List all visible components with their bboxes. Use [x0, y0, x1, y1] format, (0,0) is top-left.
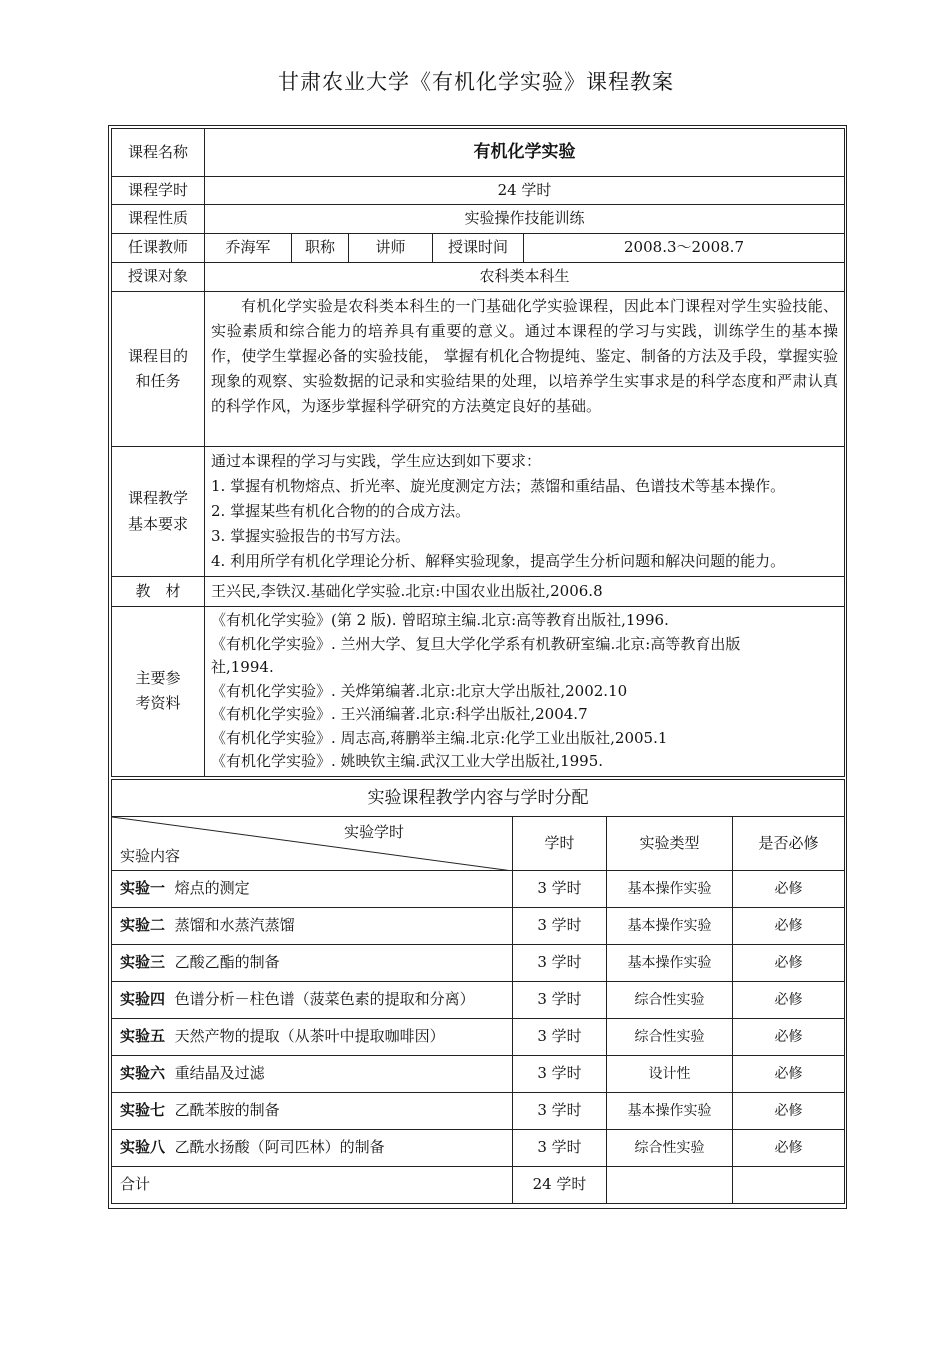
- experiment-number: 实验五: [120, 1027, 166, 1046]
- references-label-line2: 考资料: [135, 694, 181, 713]
- reference-line: 《有机化学实验》. 王兴涌编著.北京:科学出版社,2004.7: [211, 705, 588, 723]
- total-label: 合计: [112, 1167, 513, 1204]
- requirements-label-line2: 基本要求: [127, 514, 188, 533]
- requirement-line: 4. 利用所学有机化学理论分析、解释实验现象，提高学生分析问题和解决问题的能力。: [211, 552, 786, 570]
- reference-line: 《有机化学实验》(第 2 版). 曾昭琼主编.北京:高等教育出版社,1996.: [211, 611, 669, 629]
- schedule-title-row: [112, 780, 845, 817]
- purpose-label-line1: 课程目的: [127, 346, 188, 365]
- teacher-value: 乔海军: [205, 234, 292, 263]
- experiment-hours: 3 学时: [513, 982, 607, 1019]
- experiment-type: 基本操作实验: [607, 1093, 733, 1130]
- requirements-row: [112, 447, 845, 577]
- experiment-cell: [112, 1019, 513, 1056]
- requirement-line: 通过本课程的学习与实践，学生应达到如下要求：: [211, 452, 542, 470]
- reference-line: 《有机化学实验》. 周志高,蒋鹏举主编.北京:化学工业出版社,2005.1: [211, 728, 668, 747]
- textbook-row: [112, 577, 845, 607]
- schedule-row: [112, 908, 845, 945]
- experiment-number: 实验一: [120, 879, 166, 898]
- purpose-text: 有机化学实验是农科类本科生的一门基础化学实验课程，因此本门课程对学生实验技能、实验素质和综合能力的培养具有重要的意义。通过本课程的学习与实践，训练学生的基本操作，使学生掌握必备的实验技能， 掌握有机化合物提纯、鉴定、制备的方法及手段，掌握实验现象的观察、实验数据的记录和实验结果的处理，以培养学生实事求是的科学态度和严肃认真的科学作风，为逐步掌握科学研究的方法奠定良好的基础。: [211, 297, 839, 415]
- experiment-number: 实验三: [120, 953, 166, 972]
- experiment-number: 实验七: [120, 1101, 166, 1120]
- experiment-hours: 3 学时: [513, 1130, 607, 1167]
- experiment-name: 乙酰苯胺的制备: [174, 1101, 280, 1120]
- schedule-row: [112, 1130, 845, 1167]
- title-label: 职称: [292, 234, 349, 263]
- course-hours-label: 课程学时: [112, 177, 205, 205]
- course-nature-value: 实验操作技能训练: [205, 205, 845, 234]
- header-hours-axis: 实验学时: [344, 823, 405, 841]
- experiment-required: 必修: [733, 1093, 845, 1130]
- course-nature-row: [112, 205, 845, 234]
- course-name-value: 有机化学实验: [205, 129, 845, 177]
- header-type: 实验类型: [607, 817, 733, 871]
- schedule-table: [111, 779, 845, 1204]
- experiment-required: 必修: [733, 1056, 845, 1093]
- experiment-cell: [112, 908, 513, 945]
- experiment-cell: [112, 871, 513, 908]
- schedule-row: [112, 871, 845, 908]
- requirements-list: [205, 447, 845, 577]
- experiment-name: 色谱分析－柱色谱（菠菜色素的提取和分离）: [174, 990, 475, 1009]
- schedule-row: [112, 1093, 845, 1130]
- course-name-label: 课程名称: [112, 129, 205, 177]
- schedule-header-row: [112, 817, 845, 871]
- reference-line: 《有机化学实验》. 姚映钦主编.武汉工业大学出版社,1995.: [211, 752, 604, 770]
- experiment-number: 实验六: [120, 1064, 166, 1083]
- teacher-label: 任课教师: [112, 234, 205, 263]
- purpose-label-line2: 和任务: [135, 372, 181, 390]
- experiment-number: 实验四: [120, 990, 166, 1009]
- header-content-axis: 实验内容: [120, 847, 181, 865]
- experiment-hours: 3 学时: [513, 1019, 607, 1056]
- total-row: [112, 1167, 845, 1204]
- total-hours: 24 学时: [513, 1167, 607, 1204]
- schedule-title: 实验课程教学内容与学时分配: [112, 780, 845, 817]
- requirements-label-line1: 课程教学: [127, 489, 188, 507]
- diagonal-header-cell: [112, 817, 513, 871]
- experiment-required: 必修: [733, 871, 845, 908]
- experiment-hours: 3 学时: [513, 1056, 607, 1093]
- time-value: 2008.3～2008.7: [524, 234, 845, 263]
- experiment-type: 综合性实验: [607, 1019, 733, 1056]
- schedule-row: [112, 982, 845, 1019]
- course-info-table: [111, 128, 845, 777]
- schedule-row: [112, 1056, 845, 1093]
- experiment-hours: 3 学时: [513, 871, 607, 908]
- experiment-number: 实验八: [120, 1138, 166, 1157]
- requirement-line: 3. 掌握实验报告的书写方法。: [211, 527, 411, 545]
- experiment-type: 基本操作实验: [607, 945, 733, 982]
- time-label: 授课时间: [433, 234, 524, 263]
- reference-line: 《有机化学实验》. 兰州大学、复旦大学化学系有机教研室编.北京:高等教育出版: [211, 634, 741, 653]
- schedule-row: [112, 945, 845, 982]
- textbook-value: 王兴民,李铁汉.基础化学实验.北京:中国农业出版社,2006.8: [205, 577, 845, 607]
- experiment-name: 天然产物的提取（从茶叶中提取咖啡因）: [174, 1027, 445, 1046]
- purpose-row: [112, 292, 845, 447]
- experiment-name: 重结晶及过滤: [174, 1064, 265, 1083]
- references-row: [112, 607, 845, 777]
- requirement-line: 1. 掌握有机物熔点、折光率、旋光度测定方法；蒸馏和重结晶、色谱技术等基本操作。: [211, 477, 786, 495]
- experiment-cell: [112, 1093, 513, 1130]
- experiment-hours: 3 学时: [513, 1093, 607, 1130]
- experiment-required: 必修: [733, 945, 845, 982]
- references-label-line1: 主要参: [135, 668, 181, 687]
- experiment-required: 必修: [733, 908, 845, 945]
- course-hours-value: 24 学时: [205, 177, 845, 205]
- experiment-type: 基本操作实验: [607, 871, 733, 908]
- header-required: 是否必修: [733, 817, 845, 871]
- experiment-type: 综合性实验: [607, 982, 733, 1019]
- total-required-empty: [733, 1167, 845, 1204]
- reference-line: 社,1994.: [211, 658, 274, 676]
- references-list: [205, 607, 845, 777]
- course-nature-label: 课程性质: [112, 205, 205, 234]
- purpose-label: [112, 292, 205, 447]
- teacher-row: [112, 234, 845, 263]
- course-hours-row: [112, 177, 845, 205]
- references-label: [112, 607, 205, 777]
- lesson-plan-table: [108, 125, 847, 1209]
- experiment-name: 熔点的测定: [174, 879, 250, 898]
- experiment-cell: [112, 1130, 513, 1167]
- title-value: 讲师: [349, 234, 433, 263]
- experiment-name: 乙酰水扬酸（阿司匹林）的制备: [174, 1138, 385, 1157]
- experiment-type: 设计性: [607, 1056, 733, 1093]
- experiment-type: 综合性实验: [607, 1130, 733, 1167]
- experiment-cell: [112, 945, 513, 982]
- experiment-type: 基本操作实验: [607, 908, 733, 945]
- experiment-hours: 3 学时: [513, 908, 607, 945]
- experiment-name: 乙酸乙酯的制备: [174, 953, 280, 972]
- course-name-row: [112, 129, 845, 177]
- experiment-hours: 3 学时: [513, 945, 607, 982]
- experiment-cell: [112, 1056, 513, 1093]
- textbook-label: 教 材: [112, 577, 205, 607]
- reference-line: 《有机化学实验》. 关烨第编著.北京:北京大学出版社,2002.10: [211, 681, 628, 700]
- audience-row: [112, 263, 845, 292]
- experiment-name: 蒸馏和水蒸汽蒸馏: [174, 916, 295, 935]
- experiment-cell: [112, 982, 513, 1019]
- experiment-required: 必修: [733, 1130, 845, 1167]
- total-type-empty: [607, 1167, 733, 1204]
- purpose-text-cell: [205, 292, 845, 447]
- audience-value: 农科类本科生: [205, 263, 845, 292]
- experiment-required: 必修: [733, 1019, 845, 1056]
- experiment-required: 必修: [733, 982, 845, 1019]
- page-title: 甘肃农业大学《有机化学实验》课程教案: [278, 70, 674, 94]
- audience-label: 授课对象: [112, 263, 205, 292]
- requirement-line: 2. 掌握某些有机化合物的的合成方法。: [211, 502, 471, 520]
- schedule-row: [112, 1019, 845, 1056]
- requirements-label: [112, 447, 205, 577]
- header-hours: 学时: [513, 817, 607, 871]
- experiment-number: 实验二: [120, 916, 166, 935]
